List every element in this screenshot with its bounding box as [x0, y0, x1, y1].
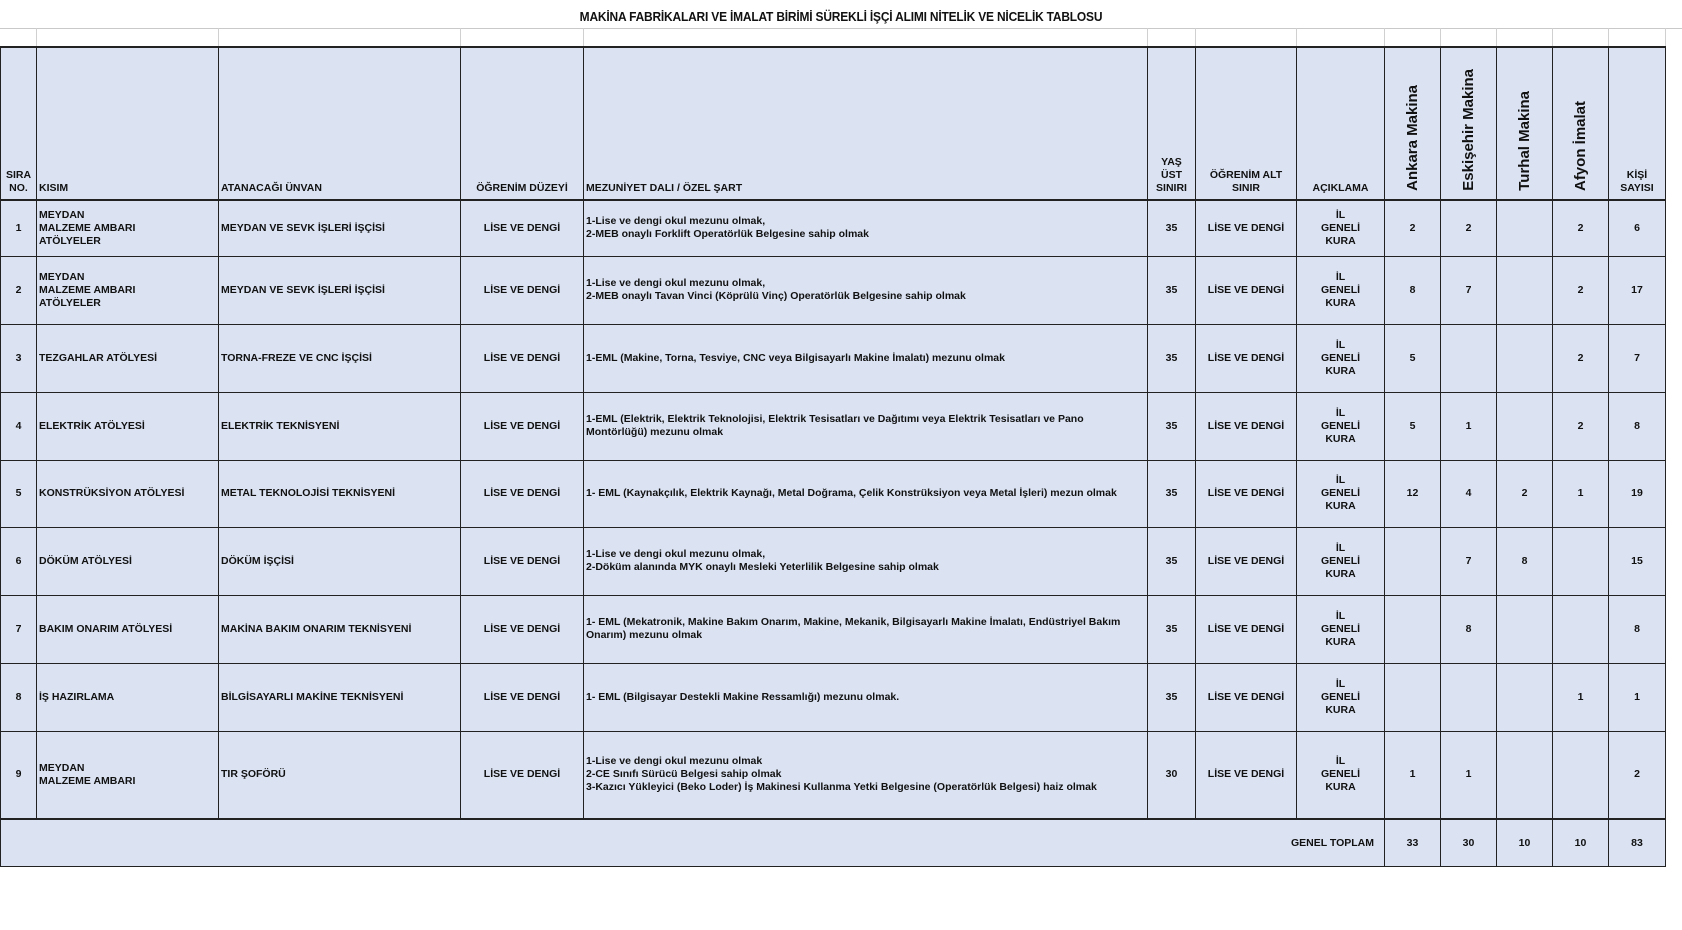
row-sira: 2 — [1, 256, 37, 324]
row-eskisehir: 7 — [1441, 527, 1497, 595]
header-turhal — [1497, 47, 1553, 200]
row-ankara — [1385, 663, 1441, 731]
row-unvan: DÖKÜM İŞÇİSİ — [219, 527, 461, 595]
header-ogrenim: ÖĞRENİM DÜZEYİ — [461, 47, 584, 200]
header-afyon-label: Afyon İmalat — [1572, 100, 1589, 191]
row-spacer — [1666, 527, 1682, 595]
row-kisi: 1 — [1609, 663, 1666, 731]
row-afyon: 2 — [1553, 200, 1609, 256]
row-kisim: DÖKÜM ATÖLYESİ — [37, 527, 219, 595]
row-afyon: 2 — [1553, 392, 1609, 460]
table-row — [1, 595, 1682, 663]
row-eskisehir: 8 — [1441, 595, 1497, 663]
row-aciklama: İL GENELİ KURA — [1297, 663, 1385, 731]
row-afyon — [1553, 731, 1609, 819]
header-spacer — [1666, 47, 1682, 200]
table-row — [1, 460, 1682, 527]
row-alt-sinir: LİSE VE DENGİ — [1196, 527, 1297, 595]
table-row — [1, 731, 1682, 819]
row-yas: 35 — [1148, 392, 1196, 460]
row-kisi: 6 — [1609, 200, 1666, 256]
row-spacer — [1666, 324, 1682, 392]
row-sira: 1 — [1, 200, 37, 256]
row-ankara — [1385, 527, 1441, 595]
row-ankara: 8 — [1385, 256, 1441, 324]
row-aciklama: İL GENELİ KURA — [1297, 527, 1385, 595]
row-kisim: KONSTRÜKSİYON ATÖLYESİ — [37, 460, 219, 527]
row-unvan: MAKİNA BAKIM ONARIM TEKNİSYENİ — [219, 595, 461, 663]
total-label: GENEL TOPLAM — [1, 819, 1385, 867]
row-mezuniyet: 1-EML (Elektrik, Elektrik Teknolojisi, Elektrik Tesisatları ve Dağıtımı veya Elektrik Tesisatları ve Pano Montörlüğü) mezunu olmak — [584, 392, 1148, 460]
header-kisi: KİŞİ SAYISI — [1609, 47, 1666, 200]
row-eskisehir: 1 — [1441, 731, 1497, 819]
row-mezuniyet: 1- EML (Bilgisayar Destekli Makine Ressamlığı) mezunu olmak. — [584, 663, 1148, 731]
row-spacer — [1666, 663, 1682, 731]
row-kisi: 7 — [1609, 324, 1666, 392]
title-row — [0, 6, 1682, 29]
row-eskisehir: 1 — [1441, 392, 1497, 460]
row-kisim: TEZGAHLAR ATÖLYESİ — [37, 324, 219, 392]
row-kisi: 8 — [1609, 392, 1666, 460]
row-turhal: 8 — [1497, 527, 1553, 595]
row-ankara: 2 — [1385, 200, 1441, 256]
row-spacer — [1666, 200, 1682, 256]
row-sira: 8 — [1, 663, 37, 731]
total-eskisehir: 30 — [1441, 819, 1497, 867]
row-mezuniyet: 1-EML (Makine, Torna, Tesviye, CNC veya Bilgisayarlı Makine İmalatı) mezunu olmak — [584, 324, 1148, 392]
row-alt-sinir: LİSE VE DENGİ — [1196, 595, 1297, 663]
row-mezuniyet: 1-Lise ve dengi okul mezunu olmak 2-CE Sınıfı Sürücü Belgesi sahip olmak 3-Kazıcı Yükleyici (Beko Loder) İş Makinesi Kullanma Yetki Belgesine (Operatörlük Belgesi) haiz olmak — [584, 731, 1148, 819]
row-yas: 35 — [1148, 663, 1196, 731]
row-ogrenim: LİSE VE DENGİ — [461, 200, 584, 256]
row-ogrenim: LİSE VE DENGİ — [461, 324, 584, 392]
table-row — [1, 324, 1682, 392]
row-yas: 35 — [1148, 200, 1196, 256]
row-mezuniyet: 1-Lise ve dengi okul mezunu olmak, 2-MEB onaylı Tavan Vinci (Köprülü Vinç) Operatörlük Belgesine sahip olmak — [584, 256, 1148, 324]
row-ogrenim: LİSE VE DENGİ — [461, 595, 584, 663]
row-yas: 35 — [1148, 256, 1196, 324]
row-ogrenim: LİSE VE DENGİ — [461, 460, 584, 527]
row-kisi: 19 — [1609, 460, 1666, 527]
row-sira: 5 — [1, 460, 37, 527]
table-body — [1, 200, 1682, 867]
row-turhal: 2 — [1497, 460, 1553, 527]
row-spacer — [1666, 595, 1682, 663]
row-afyon — [1553, 595, 1609, 663]
row-yas: 35 — [1148, 460, 1196, 527]
row-turhal — [1497, 256, 1553, 324]
total-afyon: 10 — [1553, 819, 1609, 867]
table-row — [1, 256, 1682, 324]
row-alt-sinir: LİSE VE DENGİ — [1196, 731, 1297, 819]
header-kisim: KISIM — [37, 47, 219, 200]
row-unvan: TORNA-FREZE VE CNC İŞÇİSİ — [219, 324, 461, 392]
row-yas: 30 — [1148, 731, 1196, 819]
row-afyon: 1 — [1553, 460, 1609, 527]
row-ogrenim: LİSE VE DENGİ — [461, 527, 584, 595]
total-kisi: 83 — [1609, 819, 1666, 867]
row-ogrenim: LİSE VE DENGİ — [461, 392, 584, 460]
row-ogrenim: LİSE VE DENGİ — [461, 256, 584, 324]
row-turhal — [1497, 392, 1553, 460]
row-aciklama: İL GENELİ KURA — [1297, 200, 1385, 256]
row-eskisehir: 2 — [1441, 200, 1497, 256]
table-row — [1, 392, 1682, 460]
header-eskisehir — [1441, 47, 1497, 200]
row-mezuniyet: 1-Lise ve dengi okul mezunu olmak, 2-Döküm alanında MYK onaylı Mesleki Yeterlilik Belgesine sahip olmak — [584, 527, 1148, 595]
row-spacer — [1666, 256, 1682, 324]
row-afyon: 2 — [1553, 256, 1609, 324]
row-alt-sinir: LİSE VE DENGİ — [1196, 256, 1297, 324]
row-mezuniyet: 1- EML (Kaynakçılık, Elektrik Kaynağı, Metal Doğrama, Çelik Konstrüksiyon veya Metal İşleri) mezun olmak — [584, 460, 1148, 527]
row-afyon — [1553, 527, 1609, 595]
row-sira: 7 — [1, 595, 37, 663]
row-unvan: BİLGİSAYARLI MAKİNE TEKNİSYENİ — [219, 663, 461, 731]
row-ogrenim: LİSE VE DENGİ — [461, 731, 584, 819]
row-spacer — [1666, 460, 1682, 527]
row-sira: 4 — [1, 392, 37, 460]
blank-spacer-row — [0, 28, 1682, 46]
header-unvan: ATANACAĞI ÜNVAN — [219, 47, 461, 200]
row-aciklama: İL GENELİ KURA — [1297, 460, 1385, 527]
row-kisi: 2 — [1609, 731, 1666, 819]
row-yas: 35 — [1148, 324, 1196, 392]
row-eskisehir — [1441, 324, 1497, 392]
row-ogrenim: LİSE VE DENGİ — [461, 663, 584, 731]
row-aciklama: İL GENELİ KURA — [1297, 595, 1385, 663]
row-aciklama: İL GENELİ KURA — [1297, 392, 1385, 460]
row-alt-sinir: LİSE VE DENGİ — [1196, 460, 1297, 527]
row-ankara — [1385, 595, 1441, 663]
header-afyon — [1553, 47, 1609, 200]
total-spacer — [1666, 819, 1682, 867]
header-alt-sinir: ÖĞRENİM ALT SINIR — [1196, 47, 1297, 200]
row-mezuniyet: 1-Lise ve dengi okul mezunu olmak, 2-MEB onaylı Forklift Operatörlük Belgesine sahip olmak — [584, 200, 1148, 256]
row-alt-sinir: LİSE VE DENGİ — [1196, 200, 1297, 256]
row-kisim: ELEKTRİK ATÖLYESİ — [37, 392, 219, 460]
recruitment-table — [0, 46, 1682, 867]
row-ankara: 1 — [1385, 731, 1441, 819]
table-title: MAKİNA FABRİKALARI VE İMALAT BİRİMİ SÜREKLİ İŞÇİ ALIMI NİTELİK VE NİCELİK TABLOSU — [579, 9, 1103, 24]
total-row — [1, 819, 1682, 867]
row-eskisehir: 4 — [1441, 460, 1497, 527]
header-yas: YAŞ ÜST SINIRI — [1148, 47, 1196, 200]
header-ankara — [1385, 47, 1441, 200]
header-eskisehir-label: Eskişehir Makina — [1460, 69, 1477, 191]
row-turhal — [1497, 200, 1553, 256]
header-sira: SIRA NO. — [1, 47, 37, 200]
row-spacer — [1666, 731, 1682, 819]
row-eskisehir — [1441, 663, 1497, 731]
row-alt-sinir: LİSE VE DENGİ — [1196, 324, 1297, 392]
row-aciklama: İL GENELİ KURA — [1297, 256, 1385, 324]
row-kisi: 15 — [1609, 527, 1666, 595]
row-unvan: MEYDAN VE SEVK İŞLERİ İŞÇİSİ — [219, 200, 461, 256]
row-kisim: BAKIM ONARIM ATÖLYESİ — [37, 595, 219, 663]
row-sira: 9 — [1, 731, 37, 819]
header-mezuniyet: MEZUNİYET DALI / ÖZEL ŞART — [584, 47, 1148, 200]
row-kisi: 8 — [1609, 595, 1666, 663]
table-row — [1, 663, 1682, 731]
row-alt-sinir: LİSE VE DENGİ — [1196, 392, 1297, 460]
row-mezuniyet: 1- EML (Mekatronik, Makine Bakım Onarım, Makine, Mekanik, Bilgisayarlı Makine İmalatı, Endüstriyel Bakım Onarım) mezunu olmak — [584, 595, 1148, 663]
row-turhal — [1497, 324, 1553, 392]
row-unvan: TIR ŞOFÖRÜ — [219, 731, 461, 819]
row-alt-sinir: LİSE VE DENGİ — [1196, 663, 1297, 731]
row-ankara: 5 — [1385, 324, 1441, 392]
row-spacer — [1666, 392, 1682, 460]
table-row — [1, 527, 1682, 595]
row-sira: 3 — [1, 324, 37, 392]
row-eskisehir: 7 — [1441, 256, 1497, 324]
row-turhal — [1497, 595, 1553, 663]
row-yas: 35 — [1148, 595, 1196, 663]
row-kisim: MEYDAN MALZEME AMBARI — [37, 731, 219, 819]
header-ankara-label: Ankara Makina — [1404, 85, 1421, 191]
header-aciklama: AÇIKLAMA — [1297, 47, 1385, 200]
row-aciklama: İL GENELİ KURA — [1297, 324, 1385, 392]
header-row — [1, 47, 1682, 200]
row-unvan: METAL TEKNOLOJİSİ TEKNİSYENİ — [219, 460, 461, 527]
total-ankara: 33 — [1385, 819, 1441, 867]
row-kisim: İŞ HAZIRLAMA — [37, 663, 219, 731]
row-sira: 6 — [1, 527, 37, 595]
row-turhal — [1497, 731, 1553, 819]
row-yas: 35 — [1148, 527, 1196, 595]
table-row — [1, 200, 1682, 256]
total-turhal: 10 — [1497, 819, 1553, 867]
row-turhal — [1497, 663, 1553, 731]
row-kisim: MEYDAN MALZEME AMBARI ATÖLYELER — [37, 256, 219, 324]
row-kisim: MEYDAN MALZEME AMBARI ATÖLYELER — [37, 200, 219, 256]
header-turhal-label: Turhal Makina — [1516, 91, 1533, 191]
row-unvan: MEYDAN VE SEVK İŞLERİ İŞÇİSİ — [219, 256, 461, 324]
row-kisi: 17 — [1609, 256, 1666, 324]
row-aciklama: İL GENELİ KURA — [1297, 731, 1385, 819]
row-afyon: 2 — [1553, 324, 1609, 392]
row-ankara: 5 — [1385, 392, 1441, 460]
row-ankara: 12 — [1385, 460, 1441, 527]
row-afyon: 1 — [1553, 663, 1609, 731]
row-unvan: ELEKTRİK TEKNİSYENİ — [219, 392, 461, 460]
